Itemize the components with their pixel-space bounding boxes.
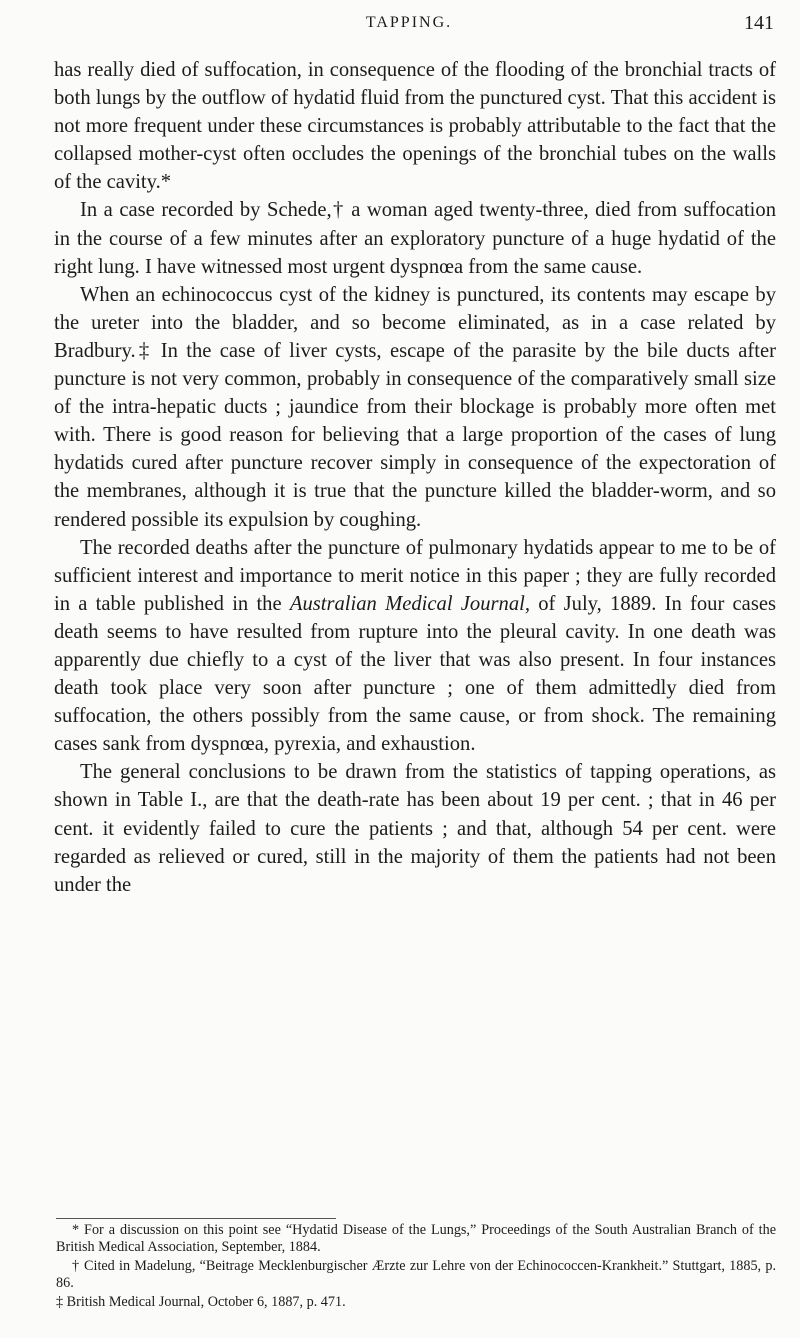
footnotes (56, 1222, 776, 1314)
running-title: TAPPING. (365, 14, 453, 31)
paragraph-recorded-deaths-text: The recorded deaths after the puncture of pulmonary hydatids appear to me to be of sufficient interest and importance to merit notice in this paper ; they are fully recorded in a table published in the (54, 536, 776, 615)
footnote-double-dagger: ‡ British Medical Journal, October 6, 1887, p. 471. (56, 1294, 346, 1311)
body-text (54, 56, 776, 899)
paragraph-kidney: When an echinococcus cyst of the kidney is punctured, its contents may escape by the ureter into the bladder, and so become eliminated, as in a case related by Bradbury.‡ In the case of liver cysts, escape of the parasite by the bile ducts after puncture is not very common, probably in consequence of the comparatively small size of the intra-hepatic ducts ; jaundice from their blockage is probably more often met with. There is good reason for believing that a large proportion of the cases of lung hydatids cured after puncture recover simply in consequence of the expectoration of the membranes, although it is true that the puncture killed the bladder-worm, and so rendered possible its expulsion by coughing. (54, 283, 776, 531)
paragraph-continued: has really died of suffocation, in consequence of the flooding of the bronchial tracts of both lungs by the outflow of hydatid fluid from the punctured cyst. That this accident is not more frequent under these circumstances is probably attributable to the fact that the collapsed mother-cyst often occludes the openings of the bronchial tubes on the walls of the cavity.* (54, 59, 776, 194)
paragraph-conclusions: The general conclusions to be drawn from the statistics of tapping operations, as shown in Table I., are that the death-rate has been about 19 per cent. ; that in 46 per cent. it evidently failed to cure the patients ; and that, although 54 per cent. were regarded as relieved or cured, still in the majority of them the patients had not been under the (54, 761, 776, 896)
footnote-asterisk: * For a discussion on this point see “Hydatid Disease of the Lungs,” Proceedings of the South Australian Branch of the British Medical Association, September, 1884. (56, 1222, 776, 1255)
paragraph-recorded-deaths-rest: In four cases death seems to have resulted from rupture into the pleural cavity. In one death was apparently due chiefly to a cyst of the liver that was also present. In four instances death took place very soon after puncture ; one of them admittedly died from suffocation, the others possibly from the same cause, or from shock. The remaining cases sank from dyspnœa, pyrexia, and exhaustion. (54, 592, 776, 756)
journal-title: Australian Medical Journal, (289, 592, 530, 615)
page-header (44, 12, 774, 42)
footnote-divider (56, 1218, 336, 1219)
footnote-dagger: † Cited in Madelung, “Beitrage Mecklenburgischer Ærzte zur Lehre von der Echinococcen-Krankheit.” Stuttgart, 1885, p. 86. (56, 1258, 776, 1291)
paragraph-schede: In a case recorded by Schede,† a woman aged twenty-three, died from suffocation in the course of a few minutes after an exploratory puncture of a huge hydatid of the right lung. I have witnessed most urgent dyspnœa from the same cause. (54, 199, 776, 278)
journal-date: of July, 1889. (538, 592, 657, 615)
page-number: 141 (744, 12, 774, 34)
paragraph-recorded-deaths (54, 534, 776, 759)
